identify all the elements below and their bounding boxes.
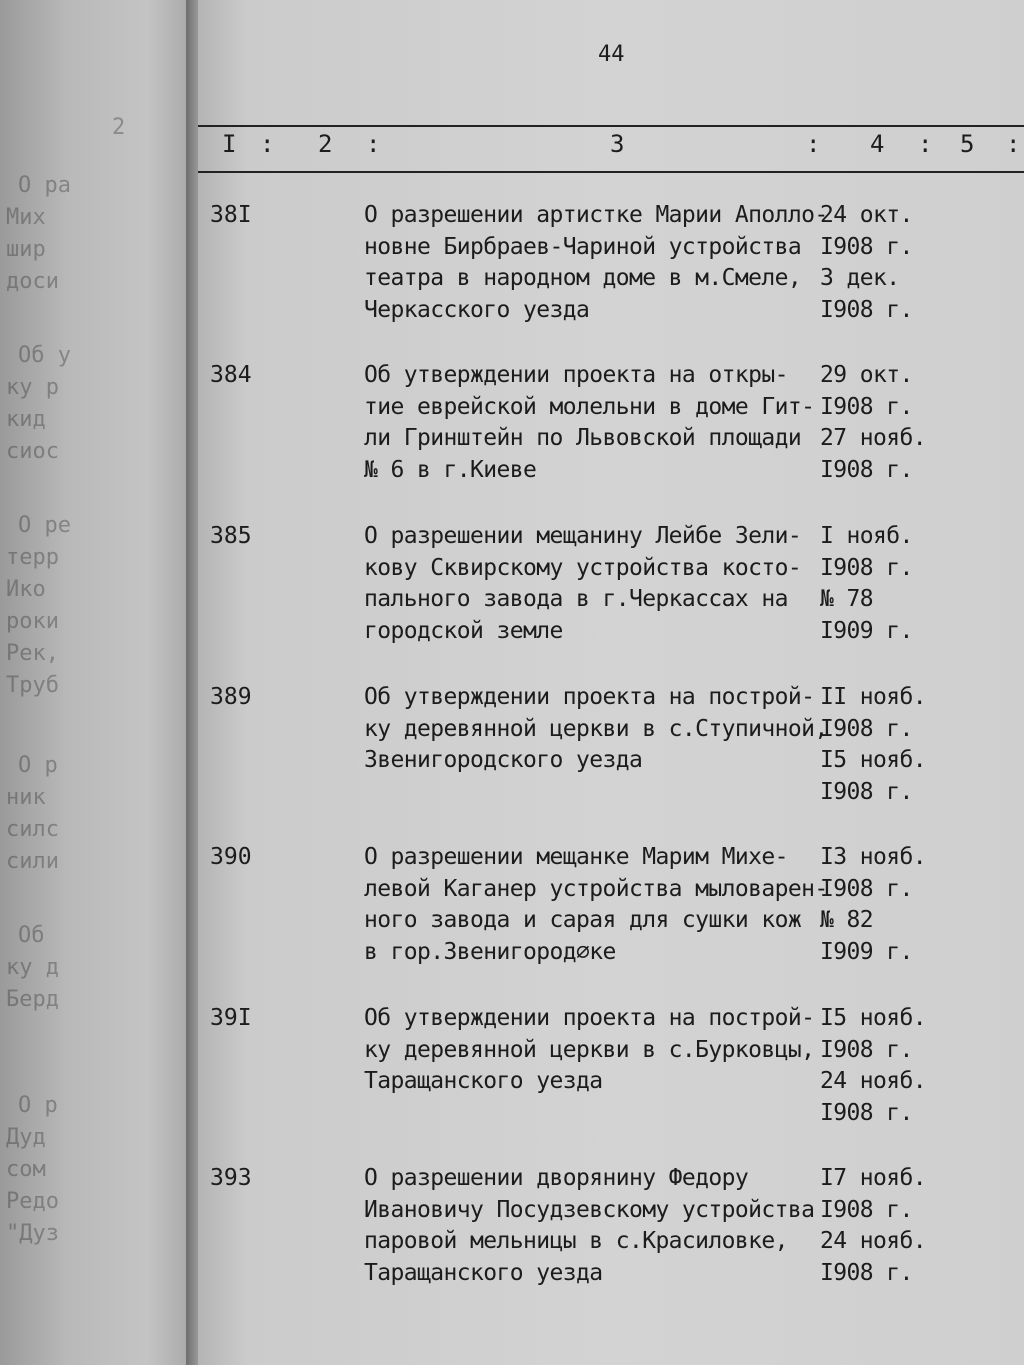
entry-date: I908 г. [820, 554, 913, 581]
entry-number: 39I [210, 1005, 252, 1031]
entry-text [364, 1165, 824, 1291]
entry-text-line: ли Гринштейн по Львовской площади [364, 425, 802, 451]
entry-dates [820, 684, 1020, 810]
entry-date: 3 дек. [820, 265, 900, 291]
entry-text-line: О разрешении мещанину Лейбе Зели- [364, 523, 802, 549]
header-rule-bottom [198, 171, 1024, 173]
entry-date: I909 г. [820, 617, 913, 644]
entry-text-line: Звенигородского уезда [364, 747, 643, 773]
entry-date: 27 нояб. [820, 425, 926, 451]
entry-date: 24 окт. [820, 202, 913, 228]
left-fragment: доси [6, 269, 59, 294]
entry-date: I908 г. [820, 1196, 913, 1223]
left-fragment: сиос [6, 439, 59, 464]
entry-text [364, 1005, 824, 1100]
entry-date: I нояб. [820, 523, 913, 549]
entry-date: I909 г. [820, 938, 913, 965]
column-2-header: 2 [318, 130, 333, 158]
entry-dates [820, 1005, 1020, 1131]
entry-text-line: Об утверждении проекта на откры- [364, 362, 788, 388]
left-fragment: Ико [6, 577, 46, 602]
entry-date: I7 нояб. [820, 1165, 926, 1191]
column-separator: : [806, 130, 821, 158]
left-fragment: силс [6, 817, 59, 842]
entry-text-line: Ивановичу Посудзевскому устройства [364, 1196, 815, 1223]
entry-date: 29 окт. [820, 362, 913, 388]
header-rule-top [198, 125, 1024, 127]
entry-date: 24 нояб. [820, 1068, 926, 1094]
column-separator: : [918, 130, 933, 158]
column-separator: : [260, 130, 275, 158]
entry-number: 393 [210, 1165, 252, 1191]
entry-date: I908 г. [820, 778, 913, 805]
left-fragment: Мих [6, 205, 46, 230]
entry-dates [820, 844, 1020, 970]
entry-text-line: паровой мельницы в с.Красиловке, [364, 1228, 788, 1254]
entry-text [364, 523, 824, 649]
entry-date: I908 г. [820, 296, 913, 323]
entry-text-line: ку деревянной церкви в с.Ступичной, [364, 715, 828, 742]
entry-dates [820, 362, 1020, 488]
entry-text-line: в гор.Звенигород⌀ке [364, 938, 616, 965]
entry-text-line: О разрешении мещанке Марим Михе- [364, 844, 788, 870]
entry-text-line: О разрешении дворянину Федору [364, 1165, 749, 1191]
entry-text-line: левой Каганер устройства мыловарен- [364, 875, 828, 902]
entry-text-line: Об утверждении проекта на построй- [364, 1005, 815, 1031]
entry-text-line: кову Сквирскому устройства косто- [364, 554, 802, 581]
entry-number: 384 [210, 362, 252, 388]
left-fragment: кид [6, 407, 46, 432]
entry-dates [820, 523, 1020, 649]
left-fragment: роки [6, 609, 59, 634]
left-fragment: О ре [18, 513, 71, 538]
entry-text-line: ку деревянной церкви в с.Бурковцы, [364, 1036, 815, 1063]
entry-number: 385 [210, 523, 252, 549]
entry-date: I908 г. [820, 1036, 913, 1063]
column-header [198, 130, 1024, 166]
entry-date: № 78 [820, 586, 873, 612]
entry-date: I908 г. [820, 233, 913, 260]
entry-date: II нояб. [820, 684, 926, 710]
entry-text [364, 202, 828, 328]
entry-text [364, 362, 824, 488]
left-fragment: О ра [18, 173, 71, 198]
entry-number: 390 [210, 844, 252, 870]
entry-text-line: № 6 в г.Киеве [364, 456, 537, 483]
entry-number: 389 [210, 684, 252, 710]
entry-date: I3 нояб. [820, 844, 926, 870]
page-number: 44 [598, 42, 625, 67]
entry-date: I908 г. [820, 1259, 913, 1286]
left-fragment: шир [6, 237, 46, 262]
entry-text-line: О разрешении артистке Марии Аполло- [364, 202, 828, 228]
left-fragment: Рек, [6, 641, 59, 666]
entry-text-line: ного завода и сарая для сушки кож [364, 907, 802, 933]
left-fragment: Об [18, 923, 45, 948]
left-fragment: 2 [112, 115, 126, 140]
entry-text [364, 844, 828, 970]
left-fragment: О р [18, 753, 58, 778]
left-fragment: Труб [6, 673, 59, 698]
entry-dates [820, 202, 1020, 328]
left-facing-page [0, 0, 196, 1365]
column-separator: : [1006, 130, 1021, 158]
left-fragment: "Дуз [6, 1221, 59, 1246]
entry-text [364, 684, 828, 779]
entry-date: I908 г. [820, 456, 913, 483]
left-fragment: Дуд [6, 1125, 46, 1150]
entry-text-line: Об утверждении проекта на построй- [364, 684, 815, 710]
entry-text-line: Черкасского уезда [364, 296, 590, 323]
column-1-header: I [222, 130, 237, 158]
entry-text-line: городской земле [364, 617, 563, 644]
column-5-header: 5 [960, 130, 975, 158]
entry-text-line: новне Бирбраев-Чариной устройства [364, 233, 802, 260]
entry-date: I908 г. [820, 393, 913, 420]
entry-date: I908 г. [820, 715, 913, 742]
entry-date: № 82 [820, 907, 873, 933]
left-fragment: О р [18, 1093, 58, 1118]
entry-date: I908 г. [820, 1099, 913, 1126]
column-4-header: 4 [870, 130, 885, 158]
entry-date: I908 г. [820, 875, 913, 902]
left-fragment: Редо [6, 1189, 59, 1214]
left-page-bleed-text [0, 0, 196, 1365]
entry-dates [820, 1165, 1020, 1291]
entry-text-line: тие еврейской молельни в доме Гит- [364, 393, 815, 420]
entry-text-line: Таращанского уезда [364, 1068, 603, 1094]
document-page [198, 0, 1024, 1365]
entry-date: I5 нояб. [820, 1005, 926, 1031]
left-fragment: Об у [18, 343, 71, 368]
entry-date: I5 нояб. [820, 747, 926, 773]
column-separator: : [366, 130, 381, 158]
left-fragment: сом [6, 1157, 46, 1182]
left-fragment: Берд [6, 987, 59, 1012]
entry-text-line: пального завода в г.Черкассах на [364, 586, 788, 612]
left-fragment: терр [6, 545, 59, 570]
entry-number: 38I [210, 202, 252, 228]
column-3-header: 3 [610, 130, 625, 158]
left-fragment: ник [6, 785, 46, 810]
left-fragment: ку д [6, 955, 59, 980]
entry-text-line: Таращанского уезда [364, 1259, 603, 1286]
entry-date: 24 нояб. [820, 1228, 926, 1254]
left-fragment: ку р [6, 375, 59, 400]
left-fragment: сили [6, 849, 59, 874]
entry-text-line: театра в народном доме в м.Смеле, [364, 265, 802, 291]
